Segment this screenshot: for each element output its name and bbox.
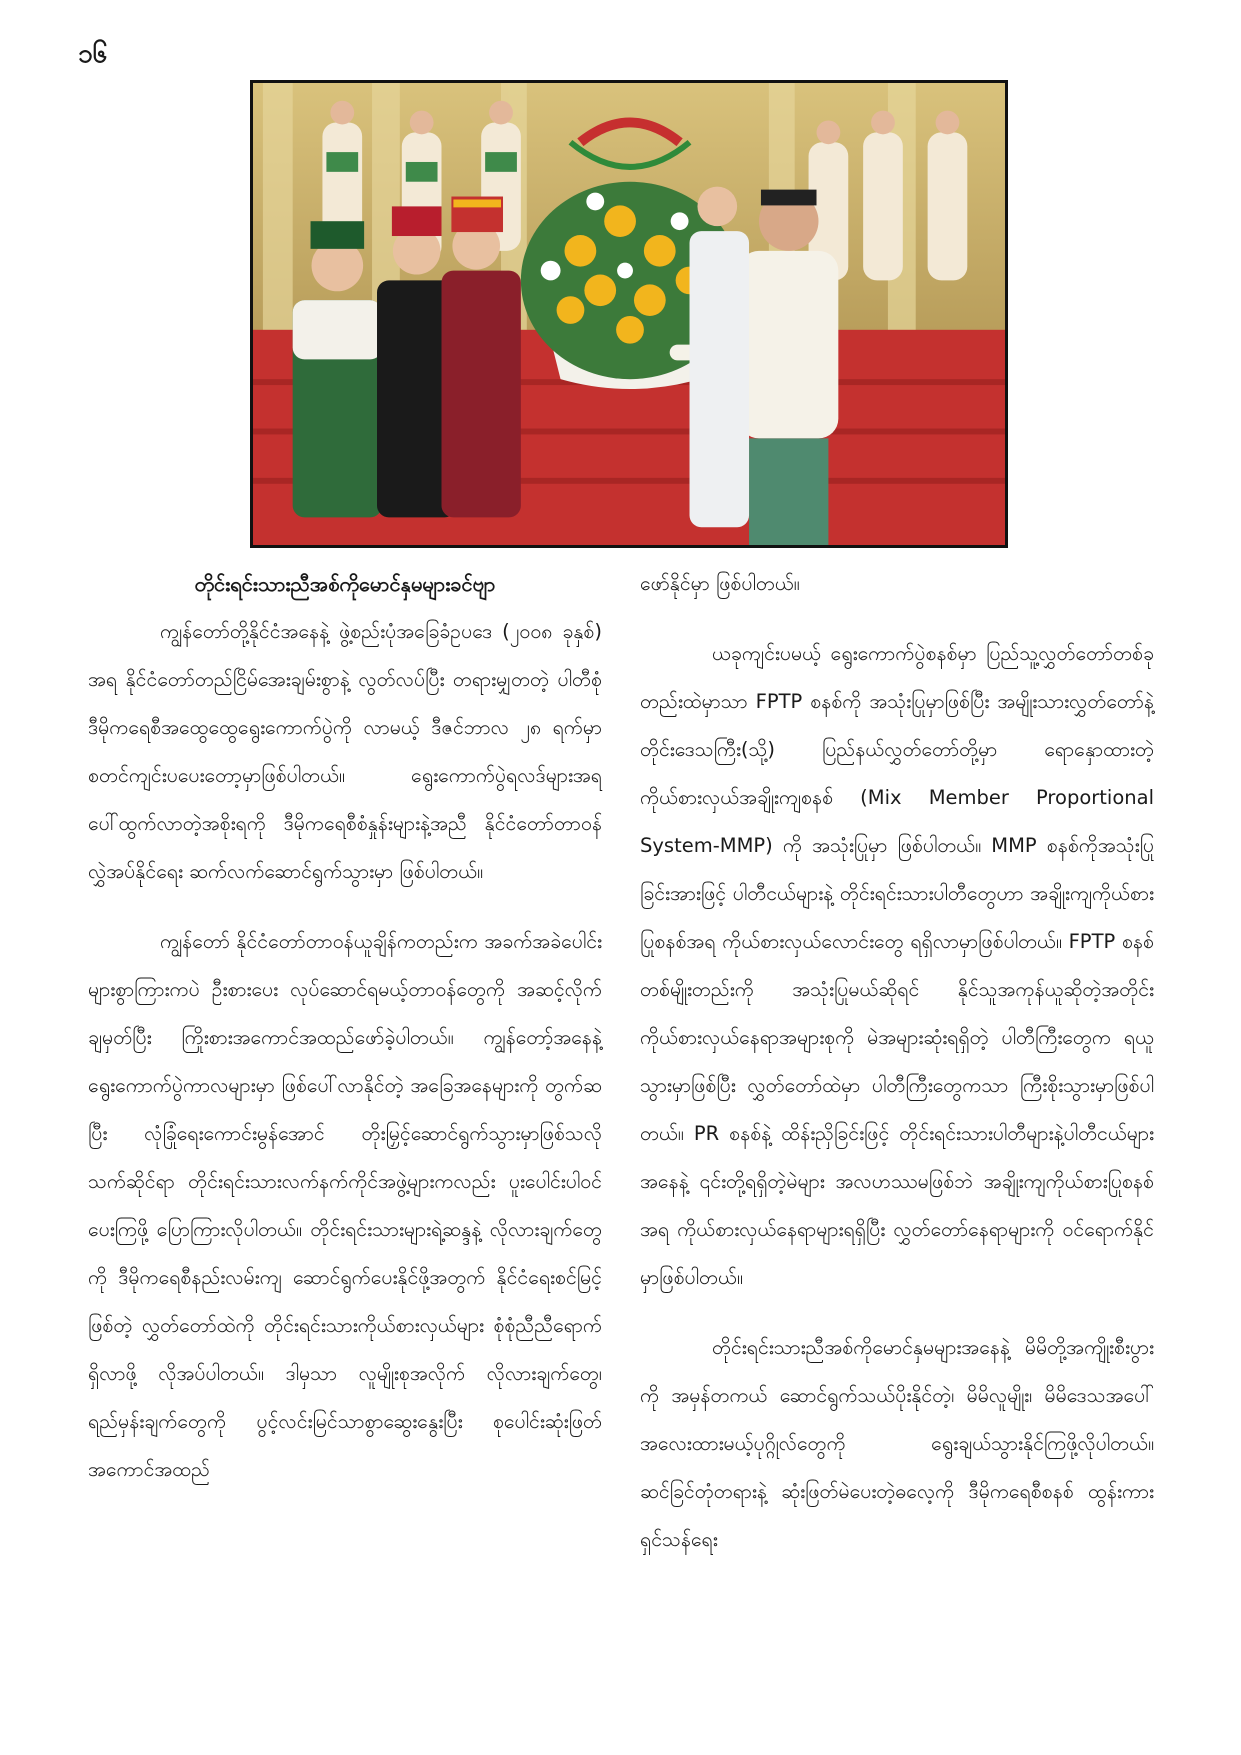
ceremony-photo: [250, 80, 1008, 548]
article-paragraph: ကျွန်တော်တို့နိုင်ငံအနေနဲ့ ဖွဲ့စည်းပုံအခြေခံဥပဒေ (၂၀၀၈ ခုနှစ်) အရ နိုင်ငံတော်တည်ငြိမ်အေးချမ်းစွာနဲ့ လွတ်လပ်ပြီး တရားမျှတတဲ့ ပါတီစုံဒီမိုကရေစီအထွေထွေရွေးကောက်ပွဲကို လာမယ့် ဒီဇင်ဘာလ ၂၈ ရက်မှာ စတင်ကျင်းပပေးတော့မှာဖြစ်ပါတယ်။ ရွေးကောက်ပွဲရလဒ်များအရ ပေါ်ထွက်လာတဲ့အစိုးရကို ဒီမိုကရေစီစံနှုန်းများနဲ့အညီ နိုင်ငံတော်တာဝန်လွှဲအပ်နိုင်ရေး ဆက်လက်ဆောင်ရွက်သွားမှာ ဖြစ်ပါတယ်။: [88, 620, 602, 883]
article-right-column: [640, 560, 1154, 1586]
article-paragraph: ယခုကျင်းပမယ့် ရွေးကောက်ပွဲစနစ်မှာ ပြည်သူ့လွှတ်တော်တစ်ခုတည်းထဲမှာသာ FPTP စနစ်ကို အသုံးပြုမှာဖြစ်ပြီး အမျိုးသားလွှတ်တော်နဲ့ တိုင်းဒေသကြီး(သို့) ပြည်နယ်လွှတ်တော်တို့မှာ ရောနှောထားတဲ့ ကိုယ်စားလှယ်အချိုးကျစနစ် (Mix Member Proportional System-MMP) ကို အသုံးပြုမှာ ဖြစ်ပါတယ်။ MMP စနစ်ကိုအသုံးပြုခြင်းအားဖြင့် ပါတီငယ်များနဲ့ တိုင်းရင်းသားပါတီတွေဟာ အချိုးကျကိုယ်စားပြုစနစ်အရ ကိုယ်စားလှယ်လောင်းတွေ ရရှိလာမှာဖြစ်ပါတယ်။ FPTP စနစ်တစ်မျိုးတည်းကို အသုံးပြုမယ်ဆိုရင် နိုင်သူအကုန်ယူဆိုတဲ့အတိုင်း ကိုယ်စားလှယ်နေရာအများစုကို မဲအများဆုံးရရှိတဲ့ ပါတီကြီးတွေက ရယူသွားမှာဖြစ်ပြီး လွှတ်တော်ထဲမှာ ပါတီကြီးတွေကသာ ကြီးစိုးသွားမှာဖြစ်ပါတယ်။ PR စနစ်နဲ့ ထိန်းညှိခြင်းဖြင့် တိုင်းရင်းသားပါတီများနဲ့ပါတီငယ်များအနေနဲ့ ၎င်းတို့ရရှိတဲ့မဲများ အလဟဿမဖြစ်ဘဲ အချိုးကျကိုယ်စားပြုစနစ်အရ ကိုယ်စားလှယ်နေရာများရရှိပြီး လွှတ်တော်နေရာများကို ဝင်ရောက်နိုင်မှာဖြစ်ပါတယ်။: [640, 642, 1154, 1289]
attendant-girl: [690, 187, 750, 528]
article-left-column: [88, 560, 602, 1516]
page-number: ၁၆: [78, 39, 108, 69]
article-heading: တိုင်းရင်းသားညီအစ်ကိုမောင်နှမများခင်ဗျာ: [194, 572, 496, 596]
ceremony-photo-illustration: [253, 83, 1005, 545]
article-paragraph-continuation: ဖော်နိုင်မှာ ဖြစ်ပါတယ်။: [640, 572, 800, 595]
ethnic-dress-girls: [293, 197, 521, 518]
article-paragraph: ကျွန်တော် နိုင်ငံတော်တာဝန်ယူချိန်ကတည်းက အခက်အခဲပေါင်းများစွာကြားကပဲ ဦးစားပေး လုပ်ဆောင်ရမယ့်တာဝန်တွေကို အဆင့်လိုက်ချမှတ်ပြီး ကြိုးစားအကောင်အထည်ဖော်ခဲ့ပါတယ်။ ကျွန်တော့်အနေနဲ့ ရွေးကောက်ပွဲကာလများမှာ ဖြစ်ပေါ်လာနိုင်တဲ့ အခြေအနေများကို တွက်ဆပြီး လုံခြုံရေးကောင်းမွန်အောင် တိုးမြှင့်ဆောင်ရွက်သွားမှာဖြစ်သလို သက်ဆိုင်ရာ တိုင်းရင်းသားလက်နက်ကိုင်အဖွဲ့များကလည်း ပူးပေါင်းပါဝင်ပေးကြဖို့ ပြောကြားလိုပါတယ်။ တိုင်းရင်းသားများရဲ့ဆန္ဒနဲ့ လိုလားချက်တွေကို ဒီမိုကရေစီနည်းလမ်းကျ ဆောင်ရွက်ပေးနိုင်ဖို့အတွက် နိုင်ငံရေးစင်မြင့်ဖြစ်တဲ့ လွှတ်တော်ထဲကို တိုင်းရင်းသားကိုယ်စားလှယ်များ စုံစုံညီညီရောက်ရှိလာဖို့ လိုအပ်ပါတယ်။ ဒါမှသာ လူမျိုးစုအလိုက် လိုလားချက်တွေ၊ ရည်မှန်းချက်တွေကို ပွင့်လင်းမြင်သာစွာဆွေးနွေးပြီး စုပေါင်းဆုံးဖြတ် အကောင်အထည်: [88, 930, 602, 1481]
article-paragraph: တိုင်းရင်းသားညီအစ်ကိုမောင်နှမများအနေနဲ့ မိမိတို့အကျိုးစီးပွားကို အမှန်တကယ် ဆောင်ရွက်သယ်ပိုးနိုင်တဲ့၊ မိမိလူမျိုး၊ မိမိဒေသအပေါ် အလေးထားမယ့်ပုဂ္ဂိုလ်တွေကို ရွေးချယ်သွားနိုင်ကြဖို့လိုပါတယ်။ ဆင်ခြင်တုံတရားနဲ့ ဆုံးဖြတ်မဲပေးတဲ့ဓလေ့ကို ဒီမိုကရေစီစနစ် ထွန်းကားရှင်သန်ရေး: [640, 1336, 1154, 1551]
